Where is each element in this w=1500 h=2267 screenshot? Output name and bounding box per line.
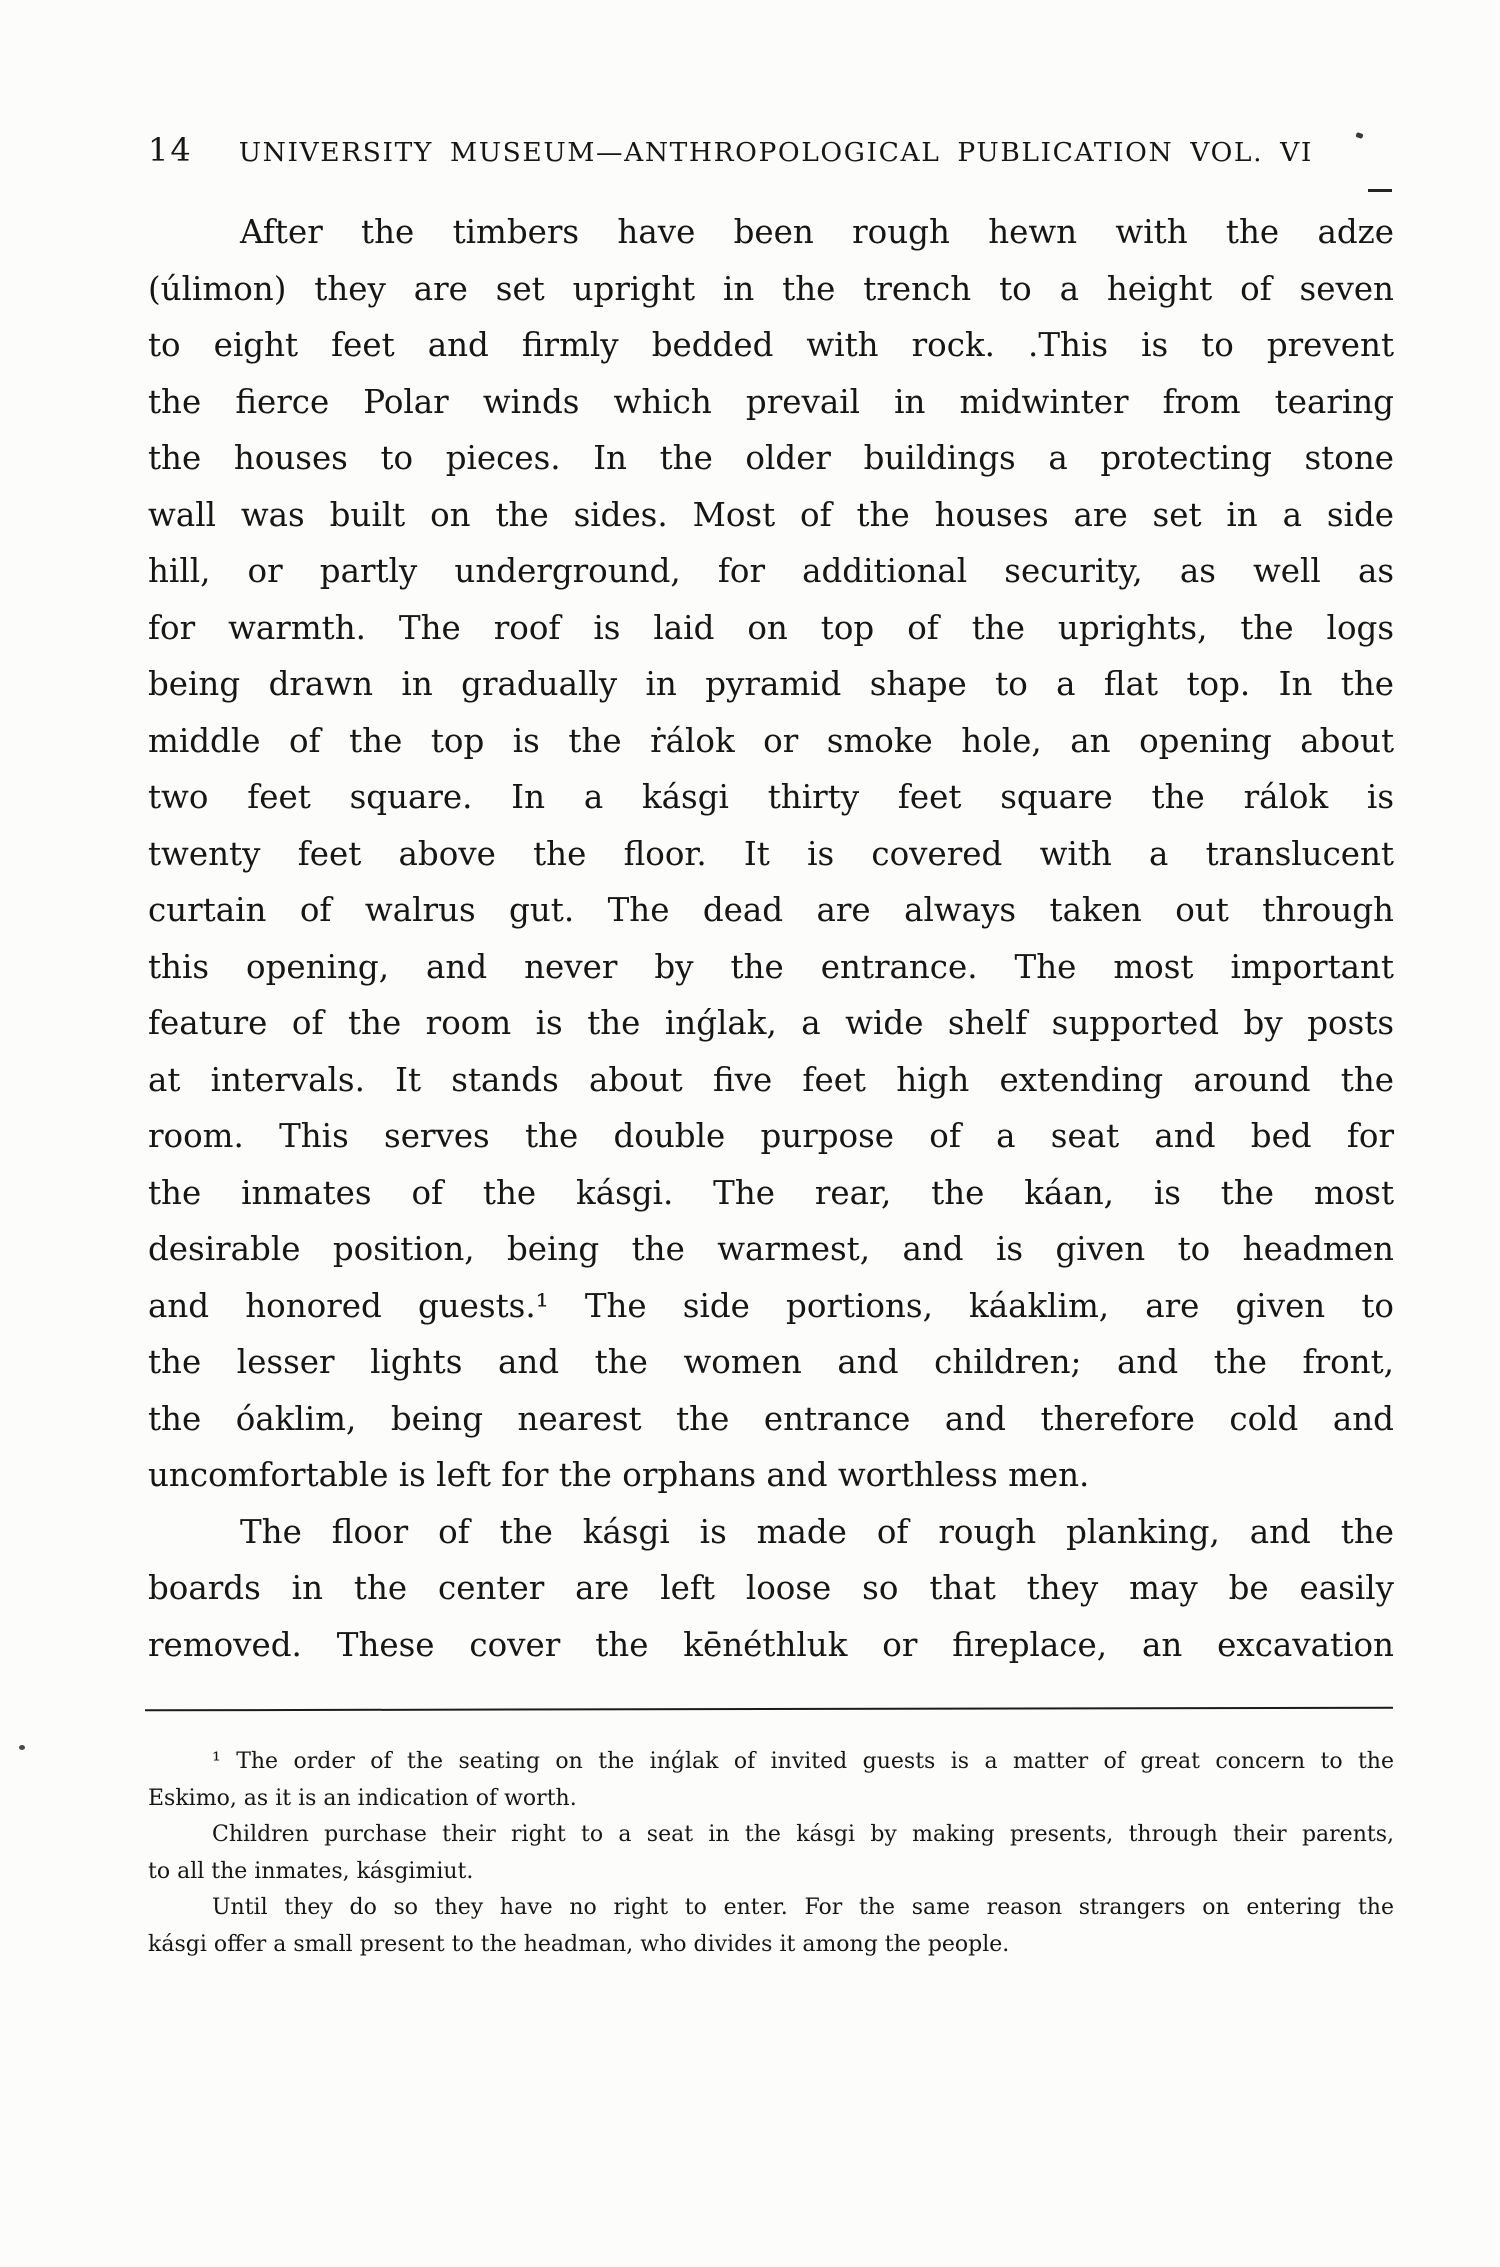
footnote-line: Until they do so they have no right to enter. For the same reason strangers on entering the <box>212 1895 1394 1921</box>
body-line: being drawn in gradually in pyramid shape to a flat top. In the <box>148 665 1394 703</box>
body-line: boards in the center are left loose so that they may be easily <box>148 1569 1394 1607</box>
footnote-line: to all the inmates, kásgimiut. <box>148 1858 474 1884</box>
body-line: curtain of walrus gut. The dead are always taken out through <box>148 891 1394 929</box>
body-line: hill, or partly underground, for additional security, as well as <box>148 552 1394 590</box>
page-number: 14 <box>148 131 193 169</box>
body-line: this opening, and never by the entrance. The most important <box>148 947 1394 986</box>
running-header <box>148 131 1394 169</box>
body-line: The floor of the kásgi is made of rough planking, and the <box>240 1512 1394 1551</box>
footnote-line: Eskimo, as it is an indication of worth. <box>148 1785 577 1811</box>
body-text <box>148 204 1394 1673</box>
body-line: After the timbers have been rough hewn with the adze <box>240 213 1394 251</box>
scan-artifact-dash <box>1368 189 1392 192</box>
body-line: twenty feet above the floor. It is covered with a translucent <box>148 834 1394 873</box>
footnote-line: Children purchase their right to a seat in the kásgi by making presents, through their parents, <box>212 1822 1394 1848</box>
body-line: the houses to pieces. In the older buildings a protecting stone <box>148 439 1394 477</box>
body-line: the óaklim, being nearest the entrance and therefore cold and <box>148 1399 1394 1438</box>
body-line: middle of the top is the ṙálok or smoke hole, an opening about <box>148 721 1394 760</box>
body-line: (úlimon) they are set upright in the trench to a height of seven <box>148 269 1394 308</box>
body-line: to eight feet and firmly bedded with rock. .This is to prevent <box>148 326 1394 364</box>
body-line: at intervals. It stands about five feet high extending around the <box>148 1060 1394 1099</box>
body-line: two feet square. In a kásgi thirty feet square the rálok is <box>148 778 1394 816</box>
body-line: the lesser lights and the women and children; and the front, <box>148 1343 1394 1381</box>
body-line: removed. These cover the kēnéthluk or fireplace, an excavation <box>148 1625 1394 1664</box>
scan-artifact-dot <box>19 1745 25 1750</box>
body-line: the fierce Polar winds which prevail in midwinter from tearing <box>148 382 1394 421</box>
body-line: desirable position, being the warmest, and is given to headmen <box>148 1230 1394 1268</box>
running-title: UNIVERSITY MUSEUM—ANTHROPOLOGICAL PUBLICATION VOL. VI <box>238 137 1313 168</box>
body-line: room. This serves the double purpose of a seat and bed for <box>148 1117 1394 1155</box>
body-line: and honored guests.¹ The side portions, káaklim, are given to <box>148 1286 1394 1325</box>
body-line: feature of the room is the inǵlak, a wide shelf supported by posts <box>148 1004 1394 1042</box>
footnote-line: kásgi offer a small present to the headman, who divides it among the people. <box>148 1931 1010 1957</box>
body-line: uncomfortable is left for the orphans and worthless men. <box>148 1456 1090 1494</box>
footnotes <box>148 1744 1394 1964</box>
footnote-rule <box>145 1707 1393 1712</box>
footnote-line: ¹ The order of the seating on the inǵlak of invited guests is a matter of great concern to the <box>212 1749 1394 1774</box>
body-line: the inmates of the kásgi. The rear, the káan, is the most <box>148 1173 1394 1212</box>
body-line: wall was built on the sides. Most of the houses are set in a side <box>148 495 1394 534</box>
body-line: for warmth. The roof is laid on top of the uprights, the logs <box>148 608 1394 647</box>
